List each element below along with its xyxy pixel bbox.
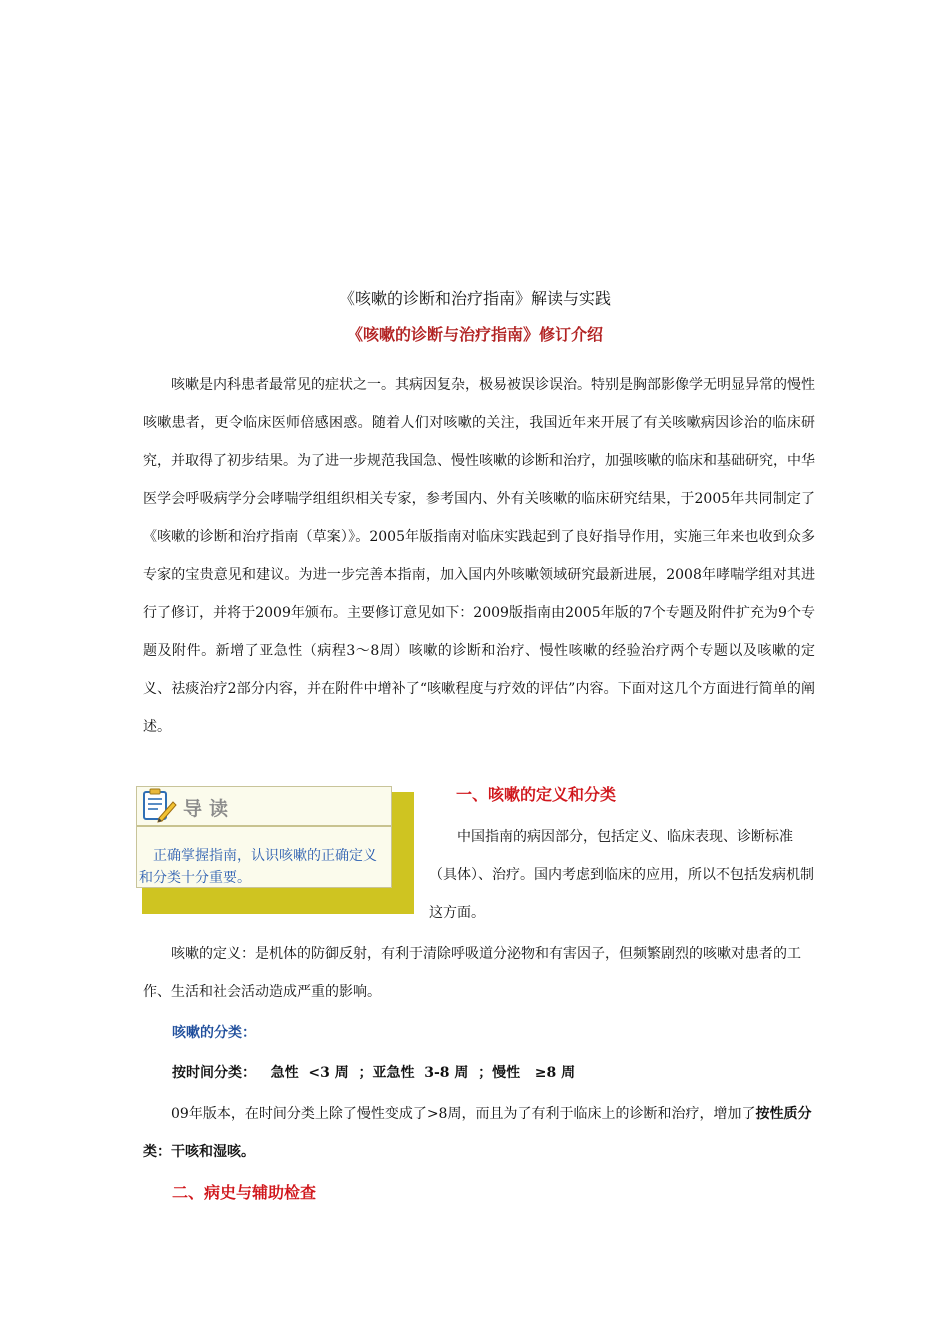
definition-paragraph: 咳嗽的定义：是机体的防御反射，有利于清除呼吸道分泌物和有害因子，但频繁剧烈的咳嗽对患者的工作、生活和社会活动造成严重的影响。 (143, 946, 801, 1000)
nature-bold-text: 按性质分类：干咳和湿咳。 (143, 1106, 812, 1160)
guide-callout-header (137, 787, 391, 827)
document-title: 《咳嗽的诊断和治疗指南》解读与实践 (338, 289, 611, 308)
guide-callout-box (136, 786, 392, 888)
guide-text: 正确掌握指南，认识咳嗽的正确定义和分类十分重要。 (139, 848, 377, 886)
section1-heading: 一、咳嗽的定义和分类 (456, 785, 617, 804)
document-pen-icon (139, 788, 179, 824)
guide-label: 导读 (183, 798, 236, 820)
guide-callout (136, 786, 414, 914)
section2-heading: 二、病史与辅助检查 (172, 1183, 317, 1202)
document-subtitle: 《咳嗽的诊断与治疗指南》修订介绍 (346, 325, 603, 344)
classification-by-time: 按时间分类： 急性 <3 周 ；亚急性 3-8 周 ；慢性 ≥8 周 (172, 1065, 576, 1081)
nature-paragraph (143, 1095, 815, 1171)
nature-text: 09年版本，在时间分类上除了慢性变成了>8周，而且为了有利于临床上的诊断和治疗，增加了 (171, 1106, 756, 1122)
intro-paragraph: 咳嗽是内科患者最常见的症状之一。其病因复杂，极易被误诊误治。特别是胸部影像学无明显异常的慢性咳嗽患者，更令临床医师倍感困惑。随着人们对咳嗽的关注，我国近年来开展了有关咳嗽病因诊治的临床研究，并取得了初步结果。为了进一步规范我国急、慢性咳嗽的诊断和治疗，加强咳嗽的临床和基础研究，中华医学会呼吸病学分会哮喘学组组织相关专家，参考国内、外有关咳嗽的临床研究结果，于2005年共同制定了《咳嗽的诊断和治疗指南（草案）》。2005年版指南对临床实践起到了良好指导作用，实施三年来也收到众多专家的宝贵意见和建议。为进一步完善本指南，加入国内外咳嗽领域研究最新进展，2008年哮喘学组对其进行了修订，并将于2009年颁布。主要修订意见如下：2009版指南由2005年版的7个专题及附件扩充为9个专题及附件。新增了亚急性（病程3～8周）咳嗽的诊断和治疗、慢性咳嗽的经验治疗两个专题以及咳嗽的定义、祛痰治疗2部分内容，并在附件中增补了“咳嗽程度与疗效的评估”内容。下面对这几个方面进行简单的阐述。 (143, 377, 815, 735)
section1-paragraph: 中国指南的病因部分，包括定义、临床表现、诊断标准（具体）、治疗。国内考虑到临床的应用，所以不包括发病机制这方面。 (429, 829, 814, 921)
classification-heading: 咳嗽的分类： (172, 1025, 256, 1041)
